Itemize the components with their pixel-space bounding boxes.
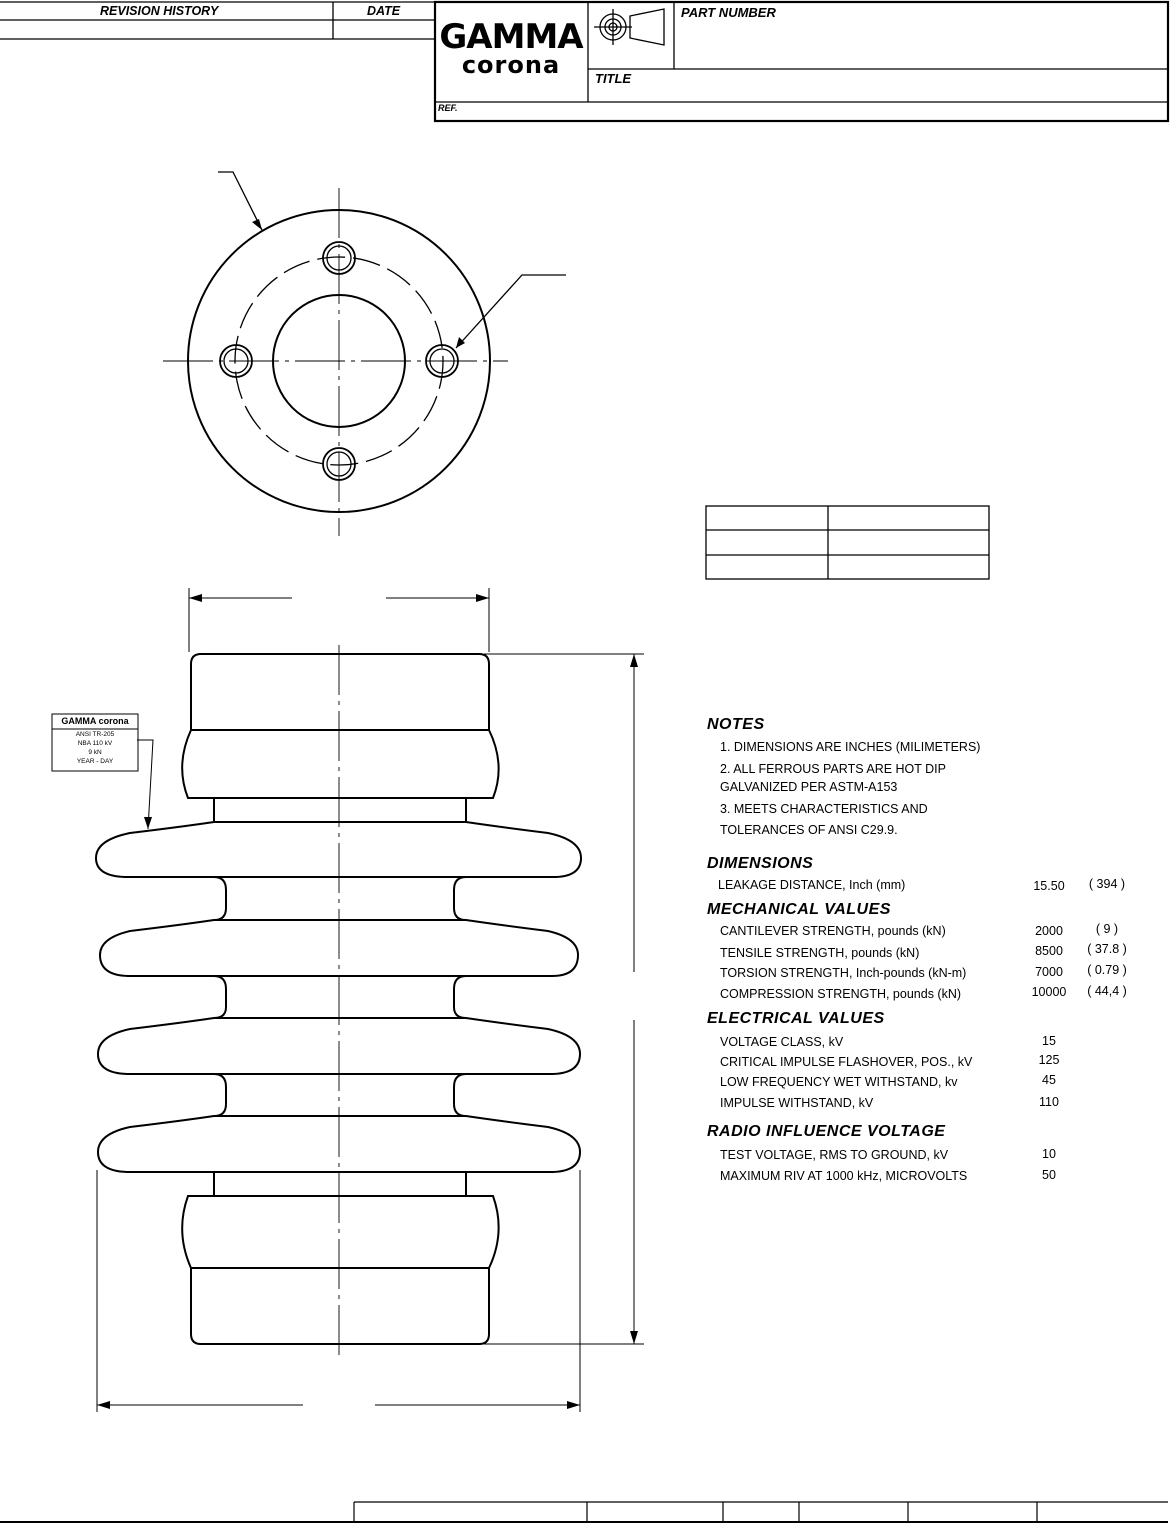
label-plate-line: NBA 110 kV	[77, 740, 113, 747]
cantilever-label: CANTILEVER STRENGTH, pounds (kN)	[720, 924, 946, 938]
dimension-lines	[97, 588, 644, 1412]
insulator-side-view	[96, 654, 581, 1344]
torsion-metric: ( 0.79 )	[1087, 963, 1127, 977]
label-plate-line: 9 kN	[88, 749, 102, 756]
note-line: GALVANIZED PER ASTM-A153	[720, 780, 898, 794]
voltage-class-label: VOLTAGE CLASS, kV	[720, 1035, 844, 1049]
test-voltage-label: TEST VOLTAGE, RMS TO GROUND, kV	[720, 1148, 949, 1162]
projection-symbol-icon	[594, 9, 664, 45]
tensile-metric: ( 37.8 )	[1087, 942, 1127, 956]
max-riv-value: 50	[1042, 1168, 1056, 1182]
compression-value: 10000	[1031, 985, 1067, 999]
note-line: 3. MEETS CHARACTERISTICS AND	[720, 802, 928, 816]
leakage-distance-value: 15.50	[1033, 879, 1065, 893]
gamma-corona-logo	[437, 17, 585, 79]
label-plate-line: YEAR - DAY	[76, 758, 114, 765]
part-number-label: PART NUMBER	[681, 5, 776, 20]
revision-history-header: REVISION HISTORY	[100, 4, 219, 18]
torsion-value: 7000	[1035, 965, 1063, 979]
notes-heading: NOTES	[707, 716, 765, 733]
spec-table	[706, 506, 989, 579]
tensile-value: 8500	[1035, 944, 1063, 958]
wet-withstand-label: LOW FREQUENCY WET WITHSTAND, kv	[720, 1075, 958, 1089]
torsion-label: TORSION STRENGTH, Inch-pounds (kN-m)	[720, 966, 967, 980]
impulse-withstand-label: IMPULSE WITHSTAND, kV	[720, 1096, 874, 1110]
cantilever-value: 2000	[1035, 924, 1063, 938]
impulse-flashover-value: 125	[1038, 1053, 1060, 1067]
logo-corona: corona	[461, 51, 561, 79]
riv-heading: RADIO INFLUENCE VOLTAGE	[707, 1123, 946, 1140]
cantilever-metric: ( 9 )	[1095, 922, 1119, 936]
label-plate-text	[52, 730, 138, 766]
label-plate-brand: GAMMA corona	[61, 716, 129, 726]
leakage-distance-label: LEAKAGE DISTANCE, Inch (mm)	[718, 878, 906, 892]
compression-label: COMPRESSION STRENGTH, pounds (kN)	[720, 987, 962, 1001]
dimension-arrowheads	[97, 219, 638, 1409]
note-line: TOLERANCES OF ANSI C29.9.	[720, 823, 898, 837]
note-line: 2. ALL FERROUS PARTS ARE HOT DIP	[720, 762, 946, 776]
max-riv-label: MAXIMUM RIV AT 1000 kHz, MICROVOLTS	[720, 1169, 968, 1183]
tensile-label: TENSILE STRENGTH, pounds (kN)	[720, 946, 920, 960]
electrical-heading: ELECTRICAL VALUES	[707, 1010, 885, 1027]
bottom-strip	[0, 1502, 1168, 1522]
impulse-flashover-label: CRITICAL IMPULSE FLASHOVER, POS., kV	[720, 1055, 973, 1069]
label-plate-line: ANSI TR-205	[75, 731, 115, 738]
ref-label: REF.	[438, 103, 458, 113]
compression-metric: ( 44,4 )	[1087, 984, 1127, 998]
leakage-distance-metric: ( 394 )	[1088, 877, 1126, 891]
note-line: 1. DIMENSIONS ARE INCHES (MILIMETERS)	[720, 740, 981, 754]
top-view	[163, 172, 566, 536]
title-label: TITLE	[595, 71, 632, 86]
test-voltage-value: 10	[1042, 1147, 1056, 1161]
voltage-class-value: 15	[1042, 1034, 1056, 1048]
wet-withstand-value: 45	[1042, 1073, 1056, 1087]
mechanical-heading: MECHANICAL VALUES	[707, 901, 891, 918]
impulse-withstand-value: 110	[1039, 1095, 1059, 1109]
dimensions-heading: DIMENSIONS	[707, 855, 814, 872]
date-header: DATE	[367, 4, 401, 18]
logo-gamma: GAMMA	[439, 17, 583, 57]
